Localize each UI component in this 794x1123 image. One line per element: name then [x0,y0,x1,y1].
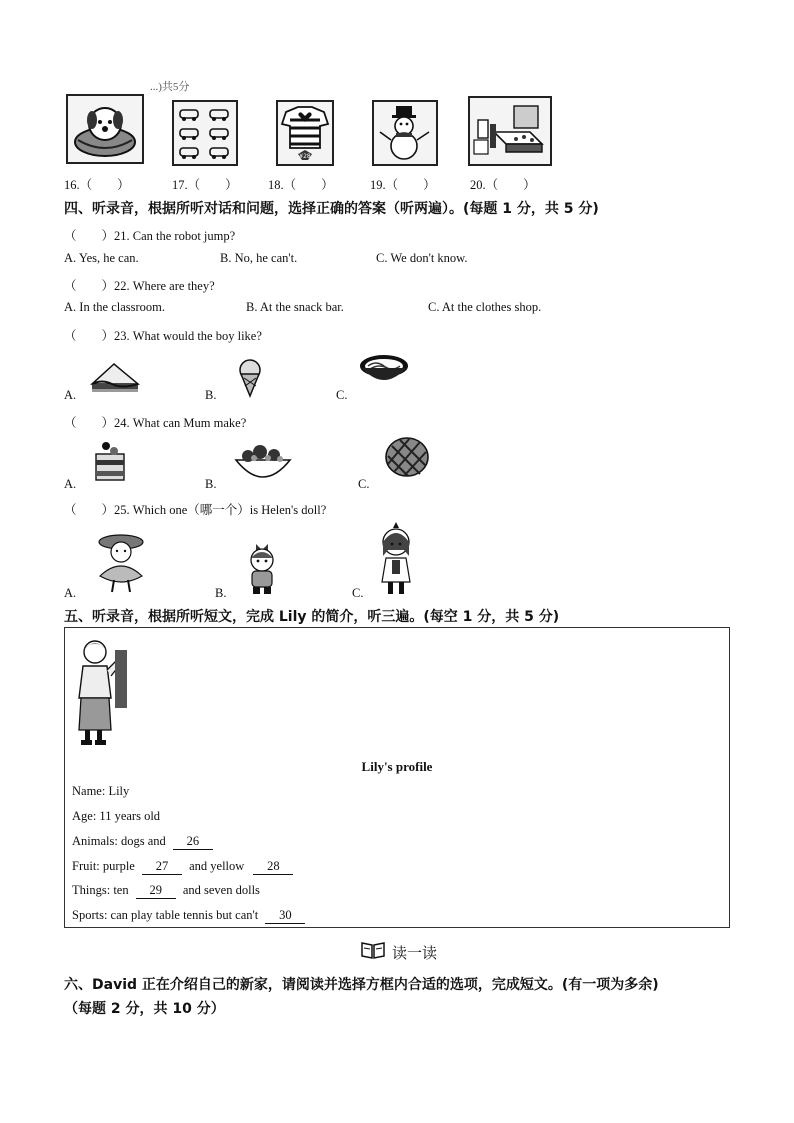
things-dolls: and seven dolls [182,883,260,897]
answer-19[interactable]: 19.（ ） [370,178,436,192]
snowman-picture [372,100,438,166]
answer-18[interactable]: 18.（ ） [268,178,334,192]
ice-cream-picture [232,358,268,402]
sandwich-picture [88,360,142,398]
cake-picture [90,440,130,490]
q24-option-a[interactable]: A. [64,477,77,491]
pie-picture [384,436,430,482]
profile-box [64,627,730,928]
q25-option-a[interactable]: A. [64,586,77,600]
section6-heading: 六、David 正在介绍自己的新家，请阅读并选择方框内合适的选项，完成短文。(有一项为多余) [64,977,659,993]
q21-stem: （ ）21. Can the robot jump? [64,229,236,243]
blank-26[interactable]: 26 [173,834,213,850]
profile-animals [72,834,213,850]
profile-name: Name: Lily [72,784,130,798]
profile-sports [72,908,305,924]
read-banner [360,940,437,964]
answer-20[interactable]: 20.（ ） [470,178,536,192]
q21-option-a[interactable]: A. Yes, he can. [64,251,139,265]
q25-option-b[interactable]: B. [215,586,227,600]
blank-28[interactable]: 28 [253,859,293,875]
q23-stem: （ ）23. What would the boy like? [64,329,262,343]
striped-tshirt-picture [276,100,334,166]
profile-title: Lily's profile [361,759,433,774]
q23-option-b[interactable]: B. [205,388,217,402]
answer-17[interactable]: 17.（ ） [172,178,238,192]
q22-option-c[interactable]: C. At the clothes shop. [428,300,542,314]
doll-bow-picture [240,540,284,602]
profile-things [72,883,260,899]
bedroom-picture [468,96,552,166]
blank-29[interactable]: 29 [136,883,176,899]
q23-option-a[interactable]: A. [64,388,77,402]
doll-tall-picture [376,520,416,602]
q21-option-b[interactable]: B. No, he can't. [220,251,298,265]
six-cars-picture [172,100,238,166]
q23-option-c[interactable]: C. [336,388,348,402]
animals-label: Animals: dogs and [72,834,166,848]
blank-30[interactable]: 30 [265,908,305,924]
fruit-and-yellow: and yellow [189,859,245,873]
q21-option-c[interactable]: C. We don't know. [376,251,468,265]
q25-stem: （ ）25. Which one（哪一个）is Helen's doll? [64,503,327,517]
book-icon [360,940,386,964]
section6-score: （每题 2 分，共 10 分） [64,1001,225,1017]
salad-bowl-picture [232,444,294,492]
q22-option-b[interactable]: B. At the snack bar. [246,300,344,314]
section5-heading: 五、听录音，根据所听短文，完成 Lily 的简介，听三遍。(每空 1 分，共 5 分) [64,609,560,625]
profile-age: Age: 11 years old [72,809,161,823]
section4-heading: 四、听录音，根据所听对话和问题，选择正确的答案（听两遍）。(每题 1 分，共 5 分) [64,201,599,217]
answer-16[interactable]: 16.（ ） [64,178,130,192]
things-label: Things: ten [72,883,129,897]
q25-option-c[interactable]: C. [352,586,364,600]
q24-stem: （ ）24. What can Mum make? [64,416,247,430]
read-banner-text: 读一读 [392,943,438,962]
dog-in-basket-picture [66,94,144,164]
svg-text:¥28: ¥28 [299,153,311,160]
fruit-label: Fruit: purple [72,859,135,873]
q24-option-c[interactable]: C. [358,477,370,491]
sports-label: Sports: can play table tennis but can't [72,908,259,922]
q22-option-a[interactable]: A. In the classroom. [64,300,166,314]
cutoff-text: ...)共5分 [150,81,190,93]
noodles-bowl-picture [358,352,410,392]
profile-fruit [72,859,293,875]
q24-option-b[interactable]: B. [205,477,217,491]
blank-27[interactable]: 27 [142,859,182,875]
q22-stem: （ ）22. Where are they? [64,279,215,293]
lily-picture [75,636,131,752]
doll-hat-picture [88,530,154,598]
